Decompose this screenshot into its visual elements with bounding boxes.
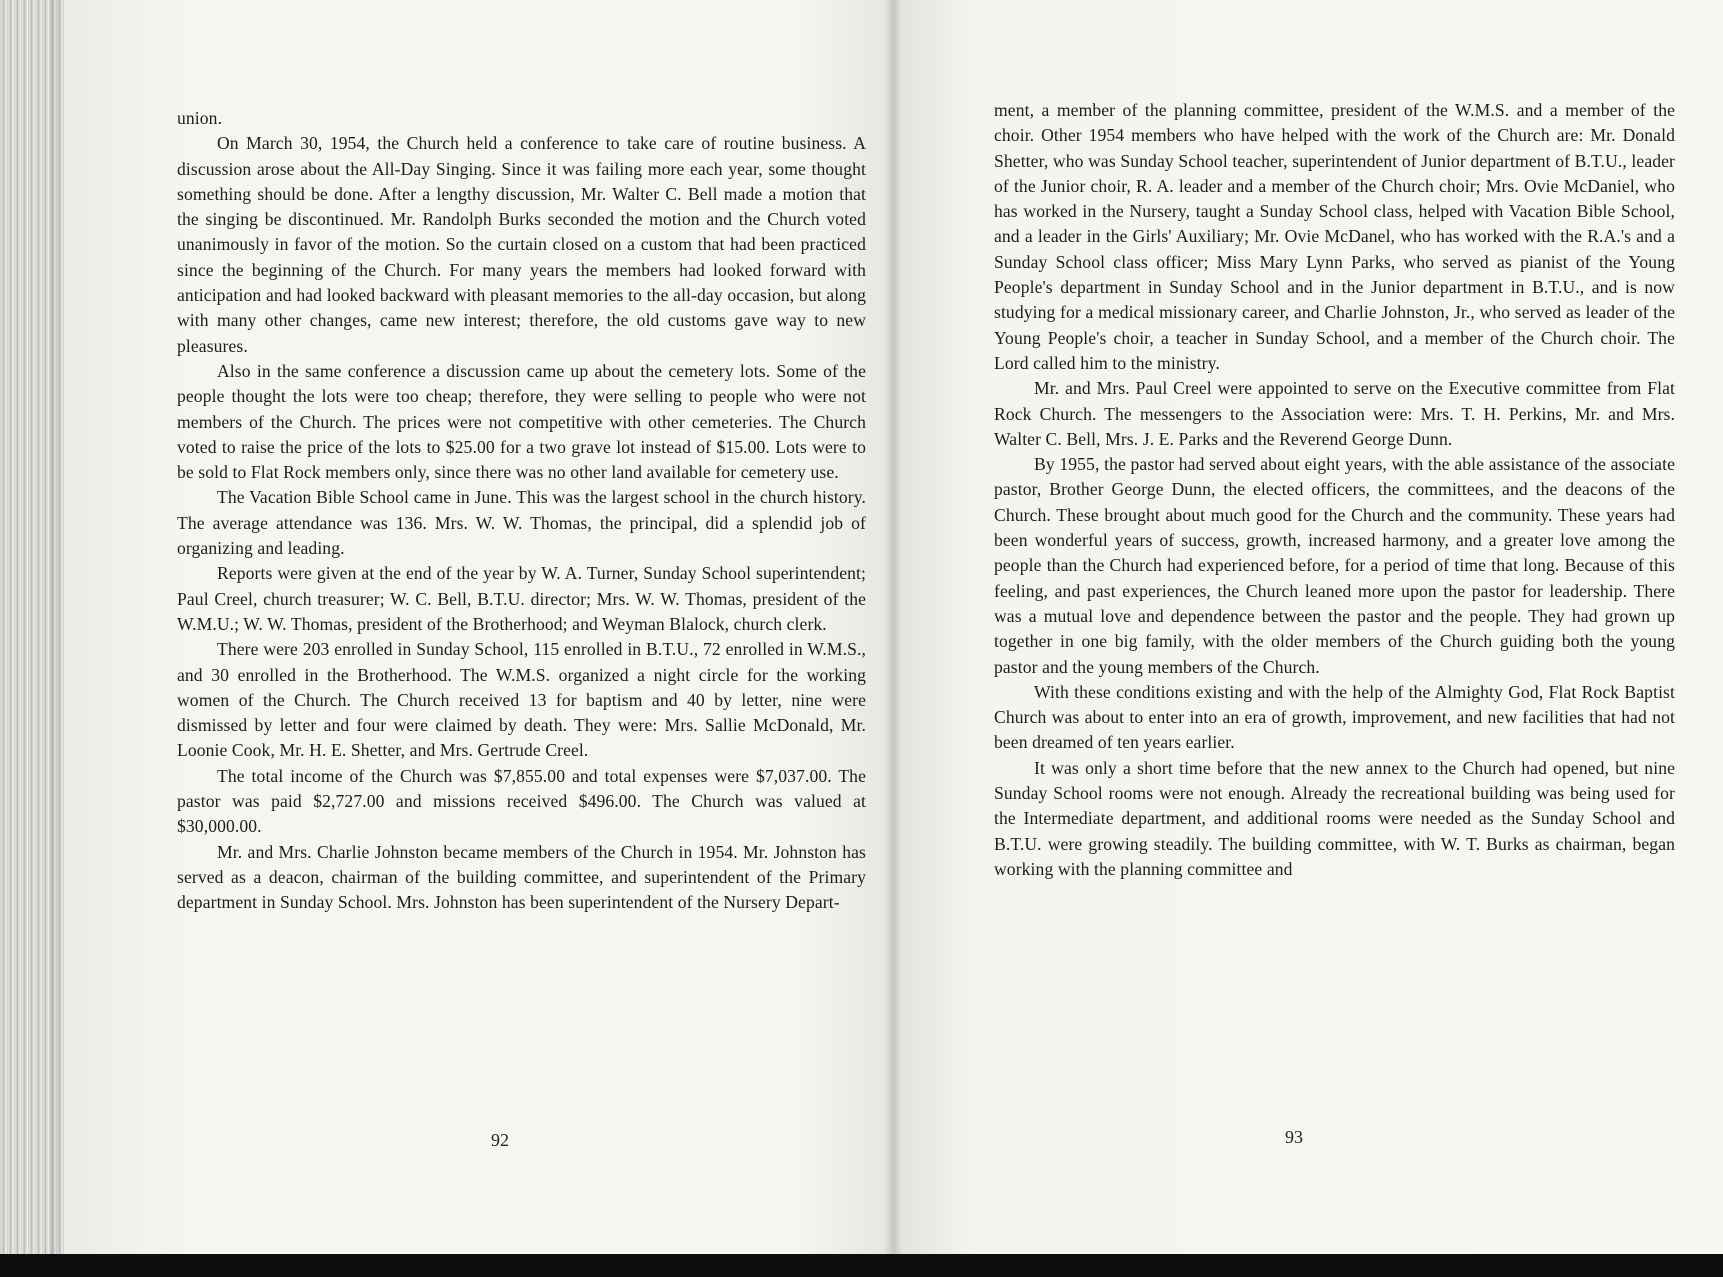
paragraph: The total income of the Church was $7,855.00 and total expenses were $7,037.00. The pastor was paid $2,727.00 and missions received $496.00. The Church was valued at $30,000.00.: [177, 765, 866, 837]
page-number-right: 93: [1285, 1127, 1303, 1147]
paragraph: The Vacation Bible School came in June. This was the largest school in the church history. The average attendance was 136. Mrs. W. W. Thomas, the principal, did a splendid job of organizing and leading.: [177, 487, 866, 559]
paragraph: Also in the same conference a discussion came up about the cemetery lots. Some of the people thought the lots were too cheap; therefore, they were selling to people who were not members of the Church. The prices were not competitive with other cemeteries. The Church voted to raise the price of the lots to $25.00 for a two grave lot instead of $15.00. Lots were to be sold to Flat Rock members only, since there was no other land available for cemetery use.: [177, 360, 866, 483]
paragraph: On March 30, 1954, the Church held a conference to take care of routine business. A discussion arose about the All-Day Singing. Since it was failing more each year, some thought something should be done. After a lengthy discussion, Mr. Walter C. Bell made a motion that the singing be discontinued. Mr. Randolph Burks seconded the motion and the Church voted unanimously in favor of the motion. So the curtain closed on a custom that had been practiced since the beginning of the Church. For many years the members had looked forward with anticipation and had looked backward with pleasant memories to the all-day occasion, but along with many other changes, came new interest; therefore, the old customs gave way to new pleasures.: [177, 133, 866, 356]
paragraph: Reports were given at the end of the year by W. A. Turner, Sunday School superintendent; Paul Creel, church treasurer; W. C. Bell, B.T.U. director; Mrs. W. W. Thomas, president of the W.M.U.; W. W. Thomas, president of the Brotherhood; and Weyman Blalock, church clerk.: [177, 563, 866, 634]
paragraph: ment, a member of the planning committee, president of the W.M.S. and a member of the choir. Other 1954 members who have helped with the work of the Church are: Mr. Donald Shetter, who was Sunday School teacher, superintendent of Junior department of B.T.U., leader of the Junior choir, R. A. leader and a member of the Church choir; Mrs. Ovie McDaniel, who has worked in the Nursery, taught a Sunday School class, helped with Vacation Bible School, and a leader in the Girls' Auxiliary; Mr. Ovie McDanel, who has worked with the R.A.'s and a Sunday School class officer; Miss Mary Lynn Parks, who served as pianist of the Young People's department in Sunday School and in the Junior department in B.T.U., and is now studying for a medical missionary career, and Charlie Johnston, Jr., who served as leader of the Young People's choir, a teacher in Sunday School, and a member of the Church choir. The Lord called him to the ministry.: [994, 100, 1675, 373]
page-number-left: 92: [491, 1130, 509, 1150]
bottom-border: [0, 1254, 1723, 1277]
paragraph: With these conditions existing and with the help of the Almighty God, Flat Rock Baptist Church was about to enter into an era of growth, improvement, and new facilities that had not been dreamed of ten years earlier.: [994, 681, 1675, 753]
paragraph: It was only a short time before that the new annex to the Church had opened, but nine Sunday School rooms were not enough. Already the recreational building was being used for the Intermediate department, and additional rooms were needed as the Sunday School and B.T.U. were growing steadily. The building committee, with W. T. Burks as chairman, began working with the planning committee and: [994, 757, 1675, 879]
paragraph: Mr. and Mrs. Charlie Johnston became members of the Church in 1954. Mr. Johnston has served as a deacon, chairman of the building committee, and superintendent of the Primary department in Sunday School. Mrs. Johnston has been superintendent of the Nursery Depart-: [177, 841, 866, 913]
paragraph: By 1955, the pastor had served about eight years, with the able assistance of the associate pastor, Brother George Dunn, the elected officers, the committees, and the deacons of the Church. These brought about much good for the Church and the community. These years had been wonderful years of success, growth, increased harmony, and a greater love among the people than the Church had experienced before, for a period of time that long. Because of this feeling, and past experiences, the Church leaned more upon the pastor for leadership. There was a mutual love and dependence between the pastor and the people. They had grown up together in one big family, with the older members of the Church guiding both the young pastor and the young members of the Church.: [994, 454, 1675, 677]
left-page: [64, 0, 893, 1254]
left-page-text: [177, 106, 866, 916]
paragraph: There were 203 enrolled in Sunday School, 115 enrolled in B.T.U., 72 enrolled in W.M.S., and 30 enrolled in the Brotherhood. The W.M.S. organized a night circle for the working women of the Church. The Church received 13 for baptism and 40 by letter, nine were dismissed by letter and four were claimed by death. They were: Mrs. Sallie McDonald, Mr. Loonie Cook, Mr. H. E. Shetter, and Mrs. Gertrude Creel.: [177, 639, 866, 761]
paragraph: union.: [177, 108, 223, 128]
paragraph: Mr. and Mrs. Paul Creel were appointed to serve on the Executive committee from Flat Rock Church. The messengers to the Association were: Mrs. T. H. Perkins, Mr. and Mrs. Walter C. Bell, Mrs. J. E. Parks and the Reverend George Dunn.: [994, 378, 1675, 449]
book-gutter: [884, 0, 902, 1254]
page-edge-stack: [0, 0, 64, 1254]
right-page-text: [994, 98, 1675, 882]
right-page: [893, 0, 1723, 1254]
